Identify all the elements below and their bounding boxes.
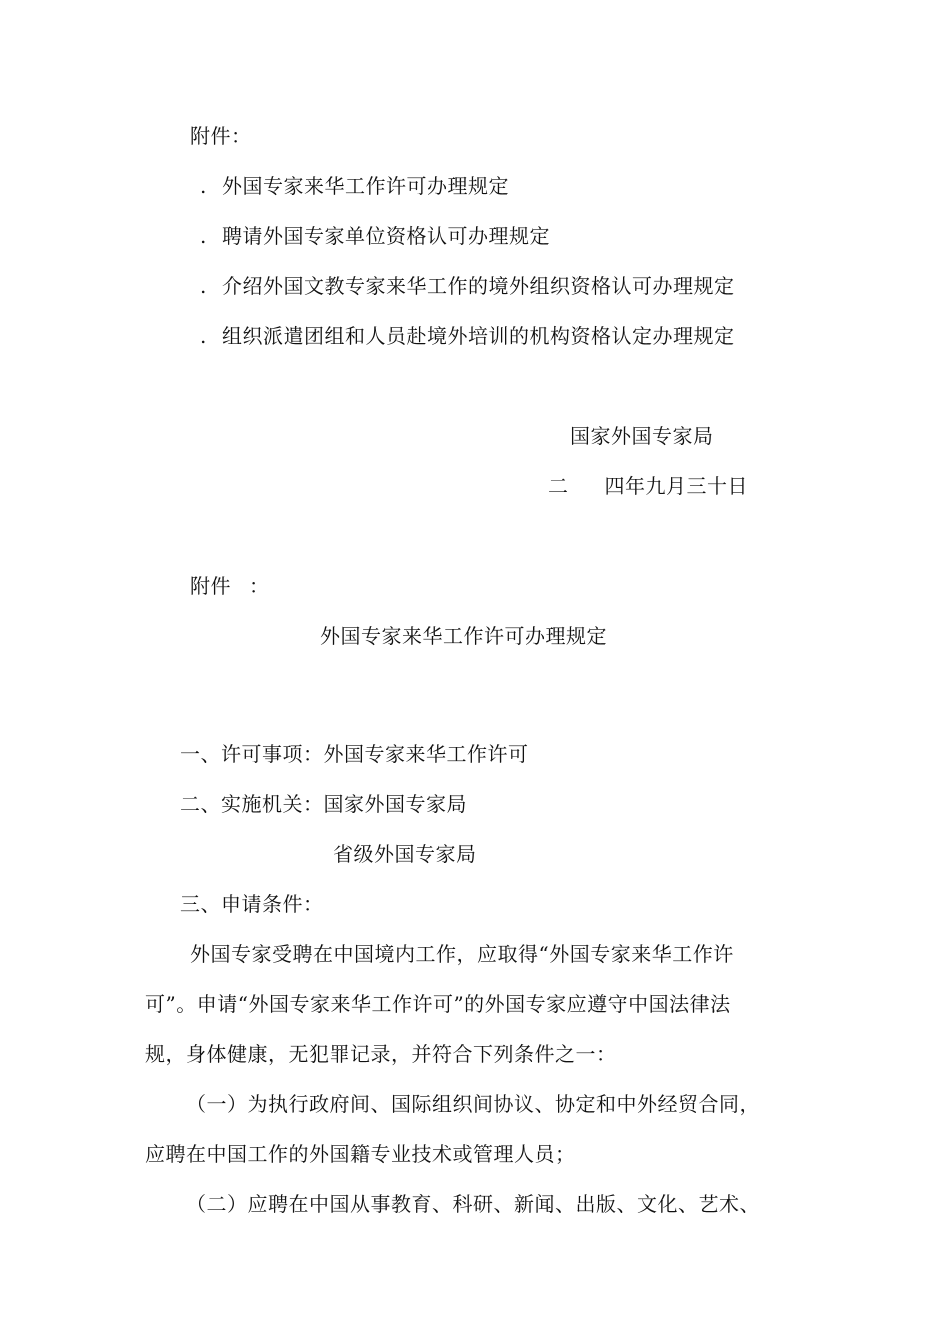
- list-marker: .: [200, 174, 207, 198]
- paragraph-line-1: 外国专家受聘在中国境内工作，应取得“外国专家来华工作许: [190, 942, 734, 966]
- item-2-line-1: （二）应聘在中国从事教育、科研、新闻、出版、文化、艺术、: [186, 1192, 760, 1216]
- annex-label: [190, 574, 270, 598]
- attachment-item-text: 组织派遣团组和人员赴境外培训的机构资格认定办理规定: [222, 324, 735, 348]
- attachment-item-2: [200, 224, 550, 248]
- section-2: 二、实施机关：国家外国专家局: [180, 792, 467, 816]
- issue-date-part2: 四年九月三十日: [604, 474, 748, 498]
- paragraph-line-3: 规，身体健康，无犯罪记录，并符合下列条件之一：: [145, 1042, 617, 1066]
- attachment-item-text: 外国专家来华工作许可办理规定: [222, 174, 509, 198]
- annex-label-text: 附件: [190, 574, 231, 598]
- list-marker: .: [200, 224, 207, 248]
- annex-label-colon: ：: [249, 574, 270, 598]
- attachment-item-4: [200, 324, 735, 348]
- attachment-item-3: [200, 274, 735, 298]
- issuer-signature: 国家外国专家局: [570, 424, 714, 448]
- attachment-header: 附件：: [190, 124, 252, 148]
- issue-date: [548, 474, 748, 498]
- attachment-item-1: [200, 174, 509, 198]
- section-1: 一、许可事项：外国专家来华工作许可: [180, 742, 529, 766]
- doc-title: 外国专家来华工作许可办理规定: [320, 624, 607, 648]
- item-1-line-1: （一）为执行政府间、国际组织间协议、协定和中外经贸合同，: [186, 1092, 760, 1116]
- attachment-item-text: 介绍外国文教专家来华工作的境外组织资格认可办理规定: [222, 274, 735, 298]
- item-1-line-2: 应聘在中国工作的外国籍专业技术或管理人员；: [145, 1142, 576, 1166]
- paragraph-line-2: 可”。申请“外国专家来华工作许可”的外国专家应遵守中国法律法: [145, 992, 731, 1016]
- issue-date-part1: 二: [548, 474, 569, 498]
- list-marker: .: [200, 324, 207, 348]
- attachment-item-text: 聘请外国专家单位资格认可办理规定: [222, 224, 550, 248]
- section-3: 三、申请条件：: [180, 892, 324, 916]
- section-2-continued: 省级外国专家局: [333, 842, 477, 866]
- list-marker: .: [200, 274, 207, 298]
